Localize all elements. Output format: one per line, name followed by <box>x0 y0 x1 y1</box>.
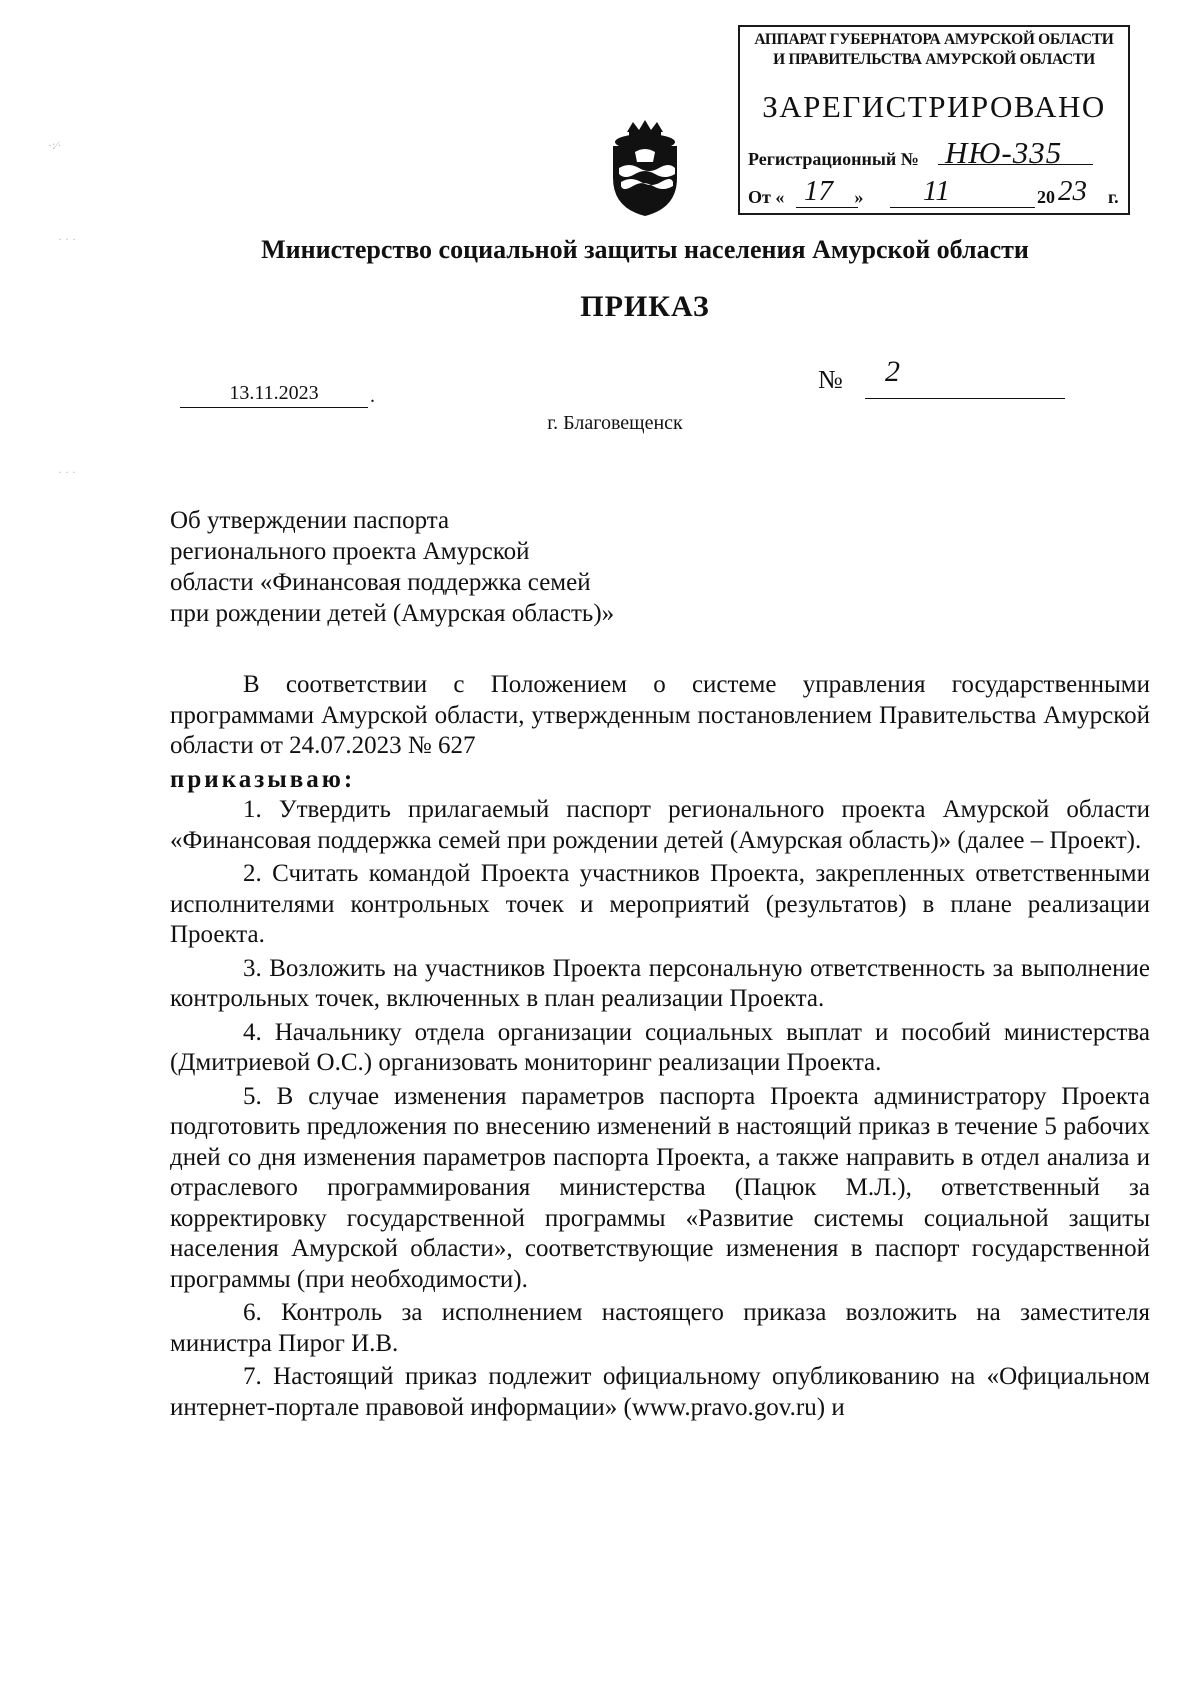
order-city: г. Благовещенск <box>547 412 683 434</box>
stamp-day: 17 <box>804 175 833 207</box>
order-word: приказываю: <box>170 765 356 793</box>
subject-line: Об утверждении паспорта <box>170 507 450 534</box>
scan-artifact: · · · <box>58 465 76 479</box>
order-item: 4. Начальнику отдела организации социальных выплат и пособий министерства (Дмитриевой О.С.) организовать мониторинг реализации Проекта. <box>170 1018 1150 1076</box>
order-date: 13.11.2023 <box>180 382 368 408</box>
ministry-title: Министерство социальной защиты населения Амурской области <box>261 235 1029 264</box>
order-item: 5. В случае изменения параметров паспорта Проекта администратору Проекта подготовить предложения по внесению изменений в настоящий приказ в течение 5 рабочих дней со дня изменения параметров паспорта Проекта, а также направить в отдел анализа и отраслевого программирования министерства (Пацюк М.Л.), ответственный за корректировку государственной программы «Развитие системы социальной защиты населения Амурской области», соответствующие изменения в паспорт государственной программы (при необходимости). <box>170 1082 1150 1293</box>
scan-artifact: · · · <box>58 232 76 246</box>
order-date-dot: . <box>370 385 375 407</box>
stamp-reg-underline <box>938 164 1093 165</box>
stamp-day-underline <box>796 207 858 208</box>
order-number-underline <box>865 398 1065 399</box>
order-item: 2. Считать командой Проекта участников Проекта, закрепленных ответственными исполнителями контрольных точек и мероприятий (результатов) в плане реализации Проекта. <box>170 860 1150 948</box>
subject-line: области «Финансовая поддержка семей <box>170 569 591 596</box>
stamp-year: 23 <box>1058 175 1087 207</box>
order-item: 6. Контроль за исполнением настоящего приказа возложить на заместителя министра Пирог И.В. <box>170 1299 1150 1357</box>
stamp-org-line1: АППАРАТ ГУБЕРНАТОРА АМУРСКОЙ ОБЛАСТИ <box>754 31 1114 48</box>
order-item: 1. Утвердить прилагаемый паспорт регионального проекта Амурской области «Финансовая поддержка семей при рождении детей (Амурская область)» (далее – Проект). <box>170 796 1150 854</box>
order-number: 2 <box>885 355 900 388</box>
subject-line: при рождении детей (Амурская область)» <box>170 600 615 627</box>
stamp-reg-number: НЮ-335 <box>945 135 1063 170</box>
order-item: 3. Возложить на участников Проекта персональную ответственность за выполнение контрольных точек, включенных в план реализации Проекта. <box>170 954 1150 1012</box>
stamp-org-line2: И ПРАВИТЕЛЬСТВА АМУРСКОЙ ОБЛАСТИ <box>773 51 1095 68</box>
amur-oblast-coat-of-arms-icon <box>605 118 685 218</box>
stamp-title: ЗАРЕГИСТРИРОВАНО <box>762 89 1106 124</box>
order-number-label: № <box>818 365 843 394</box>
stamp-month-underline <box>890 207 1035 208</box>
subject-line: регионального проекта Амурской <box>170 538 530 565</box>
stamp-month: 11 <box>923 175 950 207</box>
stamp-year-prefix: 20 <box>1037 187 1055 207</box>
order-item: 7. Настоящий приказ подлежит официальному опубликованию на «Официальном интернет-портале правовой информации» (www.pravo.gov.ru) и <box>170 1363 1150 1421</box>
document-type: ПРИКАЗ <box>580 290 710 323</box>
stamp-reg-label: Регистрационный № <box>748 149 919 169</box>
order-subject <box>170 505 614 629</box>
order-body <box>170 670 1150 1423</box>
stamp-year-suffix: г. <box>1108 187 1119 207</box>
stamp-date-prefix: От « » <box>748 187 864 207</box>
registration-stamp <box>738 25 1130 215</box>
scan-artifact: ·:⁄· <box>48 138 62 152</box>
preamble-paragraph: В соответствии с Положением о системе управления государственными программами Амурской области, утвержденным постановлением Правительства Амурской области от 24.07.2023 № 627 <box>170 671 1150 759</box>
